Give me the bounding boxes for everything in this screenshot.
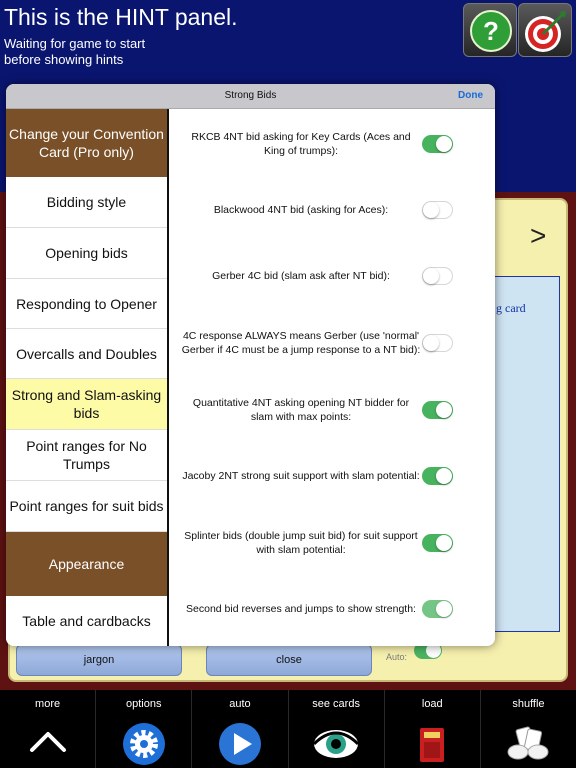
done-button[interactable]: Done	[458, 90, 483, 101]
auto-label: Auto:	[386, 652, 408, 662]
sidebar-item-appearance[interactable]: Appearance	[6, 532, 167, 596]
reverses-toggle[interactable]	[422, 600, 453, 618]
toolbar-options-button[interactable]	[96, 690, 192, 768]
toolbar-see-cards-button[interactable]	[289, 690, 385, 768]
info-text-box	[492, 276, 560, 632]
shuffle-hands-icon	[504, 720, 552, 766]
chevron-up-icon	[24, 720, 72, 766]
quantitative-toggle[interactable]	[422, 401, 453, 419]
option-label: 4C response ALWAYS means Gerber (use 'normal' Gerber if 4C must be a jump response to a NT bid):	[181, 330, 421, 356]
target-button[interactable]	[518, 3, 572, 57]
splinter-toggle[interactable]	[422, 534, 453, 552]
hint-status-line-1: Waiting for game to start	[4, 36, 146, 51]
jargon-button[interactable]: jargon	[16, 644, 182, 676]
option-row-reverses	[171, 576, 495, 642]
toolbar-load-button[interactable]	[385, 690, 481, 768]
gerber-response-toggle[interactable]	[422, 334, 453, 352]
toolbar-label: more	[35, 698, 61, 710]
option-row-jacoby	[171, 443, 495, 509]
question-mark-icon	[464, 4, 518, 58]
toolbar-label: load	[421, 698, 443, 710]
info-text-fragment: g card	[496, 301, 526, 315]
option-label: RKCB 4NT bid asking for Key Cards (Aces and King of trumps):	[191, 131, 411, 157]
option-row-splinter	[171, 510, 495, 576]
sidebar-item-opening-bids[interactable]: Opening bids	[6, 228, 167, 279]
option-label: Second bid reverses and jumps to show strength:	[186, 603, 416, 615]
bottom-toolbar	[0, 690, 576, 768]
sidebar-item-overcalls[interactable]: Overcalls and Doubles	[6, 329, 167, 379]
play-icon	[216, 720, 264, 766]
hint-status-line-2: before showing hints	[4, 52, 124, 67]
option-row-quantitative	[171, 377, 495, 443]
option-label: Splinter bids (double jump suit bid) for suit support with slam potential:	[184, 530, 418, 556]
blackwood-toggle[interactable]	[422, 201, 453, 219]
toolbar-label: options	[126, 698, 162, 710]
option-row-blackwood	[171, 177, 495, 243]
sidebar-item-suit-point-ranges[interactable]: Point ranges for suit bids	[6, 481, 167, 532]
option-label: Blackwood 4NT bid (asking for Aces):	[213, 204, 389, 216]
option-row-gerber-response	[171, 310, 495, 376]
close-button[interactable]: close	[206, 644, 372, 676]
sidebar-item-convention-card[interactable]: Change your Convention Card (Pro only)	[6, 109, 167, 177]
svg-text:?: ?	[483, 16, 499, 46]
gear-icon	[120, 720, 168, 766]
option-row-rkcb	[171, 111, 495, 177]
option-label: Gerber 4C bid (slam ask after NT bid):	[212, 270, 390, 282]
modal-title: Strong Bids	[224, 90, 277, 101]
option-row-gerber	[171, 243, 495, 309]
options-list	[171, 109, 495, 646]
strong-bids-modal	[6, 84, 495, 646]
sidebar-item-responding[interactable]: Responding to Opener	[6, 279, 167, 329]
target-icon	[519, 4, 573, 58]
jacoby-toggle[interactable]	[422, 467, 453, 485]
toolbar-shuffle-button[interactable]	[481, 690, 576, 768]
toolbar-auto-button[interactable]	[192, 690, 288, 768]
toolbar-more-button[interactable]	[0, 690, 96, 768]
toolbar-label: see cards	[312, 698, 360, 710]
sidebar-item-table-cardbacks[interactable]: Table and cardbacks	[22, 613, 151, 629]
modal-header	[6, 84, 495, 109]
sidebar-item-bidding-style[interactable]: Bidding style	[6, 177, 167, 228]
sidebar-item-nt-point-ranges[interactable]: Point ranges for No Trumps	[6, 430, 167, 481]
help-button[interactable]	[463, 3, 517, 57]
card-box-icon	[408, 720, 456, 766]
gerber-toggle[interactable]	[422, 267, 453, 285]
toolbar-label: shuffle	[512, 698, 545, 710]
hint-title: This is the HINT panel.	[4, 4, 238, 30]
eye-icon	[312, 720, 360, 766]
sidebar-item-strong-slam[interactable]: Strong and Slam-asking bids	[6, 379, 167, 430]
next-arrow-button[interactable]: >	[530, 220, 547, 251]
rkcb-toggle[interactable]	[422, 135, 453, 153]
toolbar-label: auto	[229, 698, 251, 710]
option-label: Quantitative 4NT asking opening NT bidder for slam with max points:	[192, 397, 410, 423]
settings-sidebar	[6, 109, 169, 646]
option-label: Jacoby 2NT strong suit support with slam potential:	[182, 470, 420, 482]
